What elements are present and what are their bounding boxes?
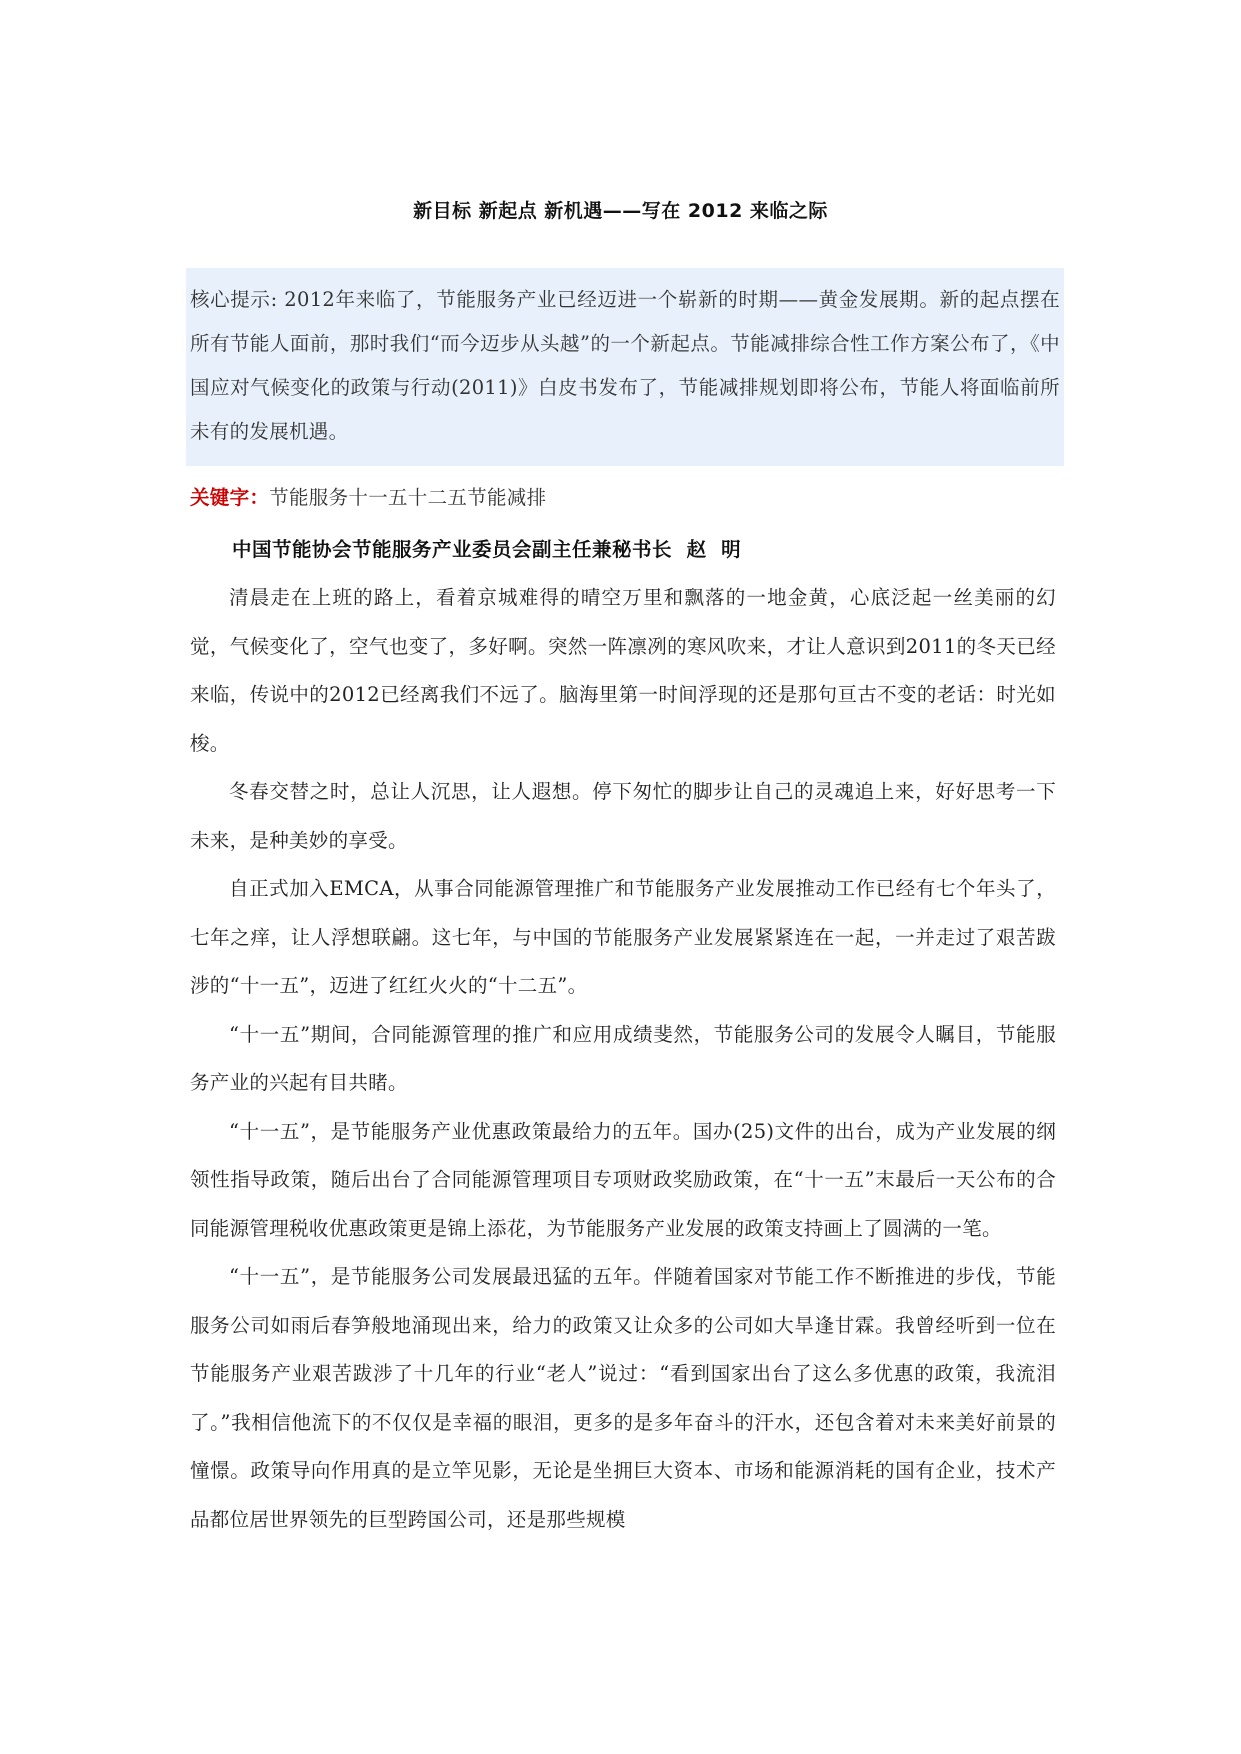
paragraph: “十一五”，是节能服务产业优惠政策最给力的五年。国办(25)文件的出台，成为产业发展的纲领性指导政策，随后出台了合同能源管理项目专项财政奖励政策，在“十一五”末最后一天公布的合同能源管理税收优惠政策更是锦上添花，为节能服务产业发展的政策支持画上了圆满的一笔。 (190, 1119, 1056, 1240)
paragraph: 清晨走在上班的路上，看着京城难得的晴空万里和飘落的一地金黄，心底泛起一丝美丽的幻觉，气候变化了，空气也变了，多好啊。突然一阵凛冽的寒风吹来，才让人意识到2011的冬天已经来临，传说中的2012已经离我们不远了。脑海里第一时间浮现的还是那句亘古不变的老话：时光如梭。 (190, 586, 1056, 755)
paragraph: 冬春交替之时，总让人沉思，让人遐想。停下匆忙的脚步让自己的灵魂追上来，好好思考一下未来，是种美妙的享受。 (190, 780, 1056, 852)
summary-text: 核心提示: 2012年来临了，节能服务产业已经迈进一个崭新的时期——黄金发展期。新的起点摆在所有节能人面前，那时我们“而今迈步从头越”的一个新起点。节能减排综合性工作方案公布了，《中国应对气候变化的政策与行动(2011)》白皮书发布了，节能减排规划即将公布，节能人将面临前所未有的发展机遇。 (190, 288, 1060, 443)
author-line: 中国节能协会节能服务产业委员会副主任兼秘书长 赵 明 (232, 538, 742, 561)
keywords-line (190, 482, 546, 510)
keywords-label: 关键字： (190, 486, 270, 509)
paragraph: “十一五”期间，合同能源管理的推广和应用成绩斐然，节能服务公司的发展令人瞩目，节能服务产业的兴起有目共睹。 (190, 1022, 1056, 1094)
summary-box (186, 268, 1064, 466)
paragraph: 自正式加入EMCA，从事合同能源管理推广和节能服务产业发展推动工作已经有七个年头了，七年之痒，让人浮想联翩。这七年，与中国的节能服务产业发展紧紧连在一起，一并走过了艰苦跋涉的“十一五”，迈进了红红火火的“十二五”。 (190, 877, 1056, 997)
paragraph: “十一五”，是节能服务公司发展最迅猛的五年。伴随着国家对节能工作不断推进的步伐，节能服务公司如雨后春笋般地涌现出来，给力的政策又让众多的公司如大旱逢甘霖。我曾经听到一位在节能服务产业艰苦跋涉了十几年的行业“老人”说过：“看到国家出台了这么多优惠的政策，我流泪了。”我相信他流下的不仅仅是幸福的眼泪，更多的是多年奋斗的汗水，还包含着对未来美好前景的憧憬。政策导向作用真的是立竿见影，无论是坐拥巨大资本、市场和能源消耗的国有企业，技术产品都位居世界领先的巨型跨国公司，还是那些规模 (190, 1265, 1056, 1531)
document-title: 新目标 新起点 新机遇——写在 2012 来临之际 (413, 200, 828, 222)
article-body (190, 574, 1056, 1544)
keywords-text: 节能服务十一五十二五节能减排 (269, 486, 547, 509)
